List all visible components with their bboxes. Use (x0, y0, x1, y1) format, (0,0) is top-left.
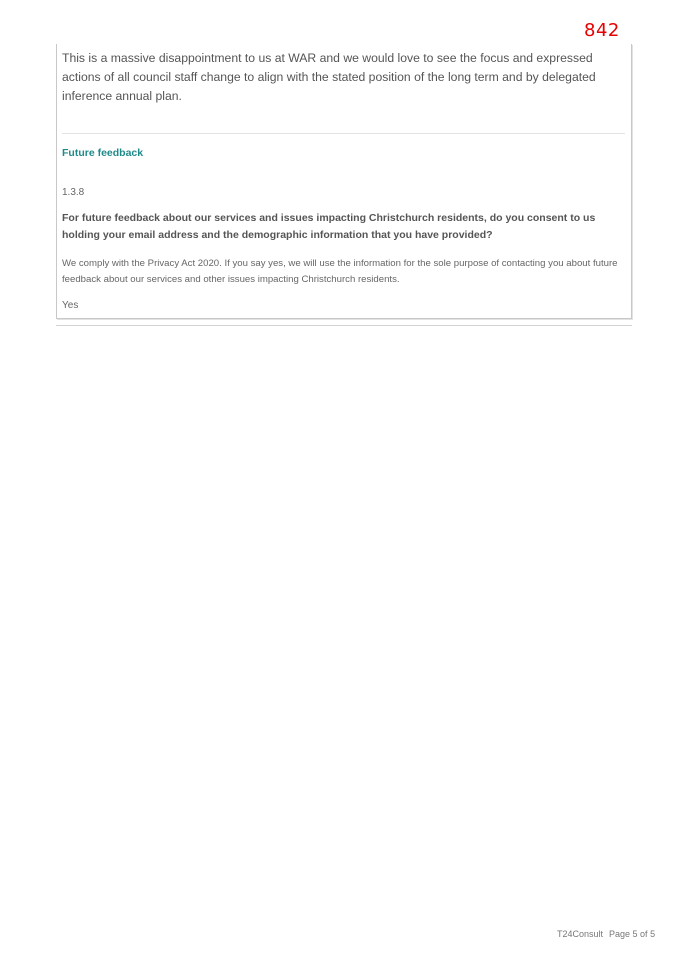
footer-brand: T24Consult (557, 929, 604, 939)
question-text: For future feedback about our services and issues impacting Christchurch residents, do you consent to us holding your email address and the demographic information that you have provided? (62, 212, 596, 241)
section-heading: Future feedback (62, 147, 144, 159)
footer-page-info: Page 5 of 5 (609, 929, 656, 939)
page-number-stamp: 842 (584, 20, 620, 41)
question-answer: Yes (62, 300, 79, 311)
question-number: 1.3.8 (62, 187, 85, 198)
section-divider (62, 133, 625, 134)
question-help-text: We comply with the Privacy Act 2020. If you say yes, we will use the information for the sole purpose of contacting you about future feedback about our services and other issues impacting Christchurch residents. (62, 258, 618, 285)
response-answer-text: This is a massive disappointment to us at WAR and we would love to see the focus and expressed actions of all council staff change to align with the stated position of the long term and by delegated inference annual plan. (62, 51, 596, 103)
bottom-divider (56, 325, 632, 326)
page-footer (557, 929, 655, 939)
